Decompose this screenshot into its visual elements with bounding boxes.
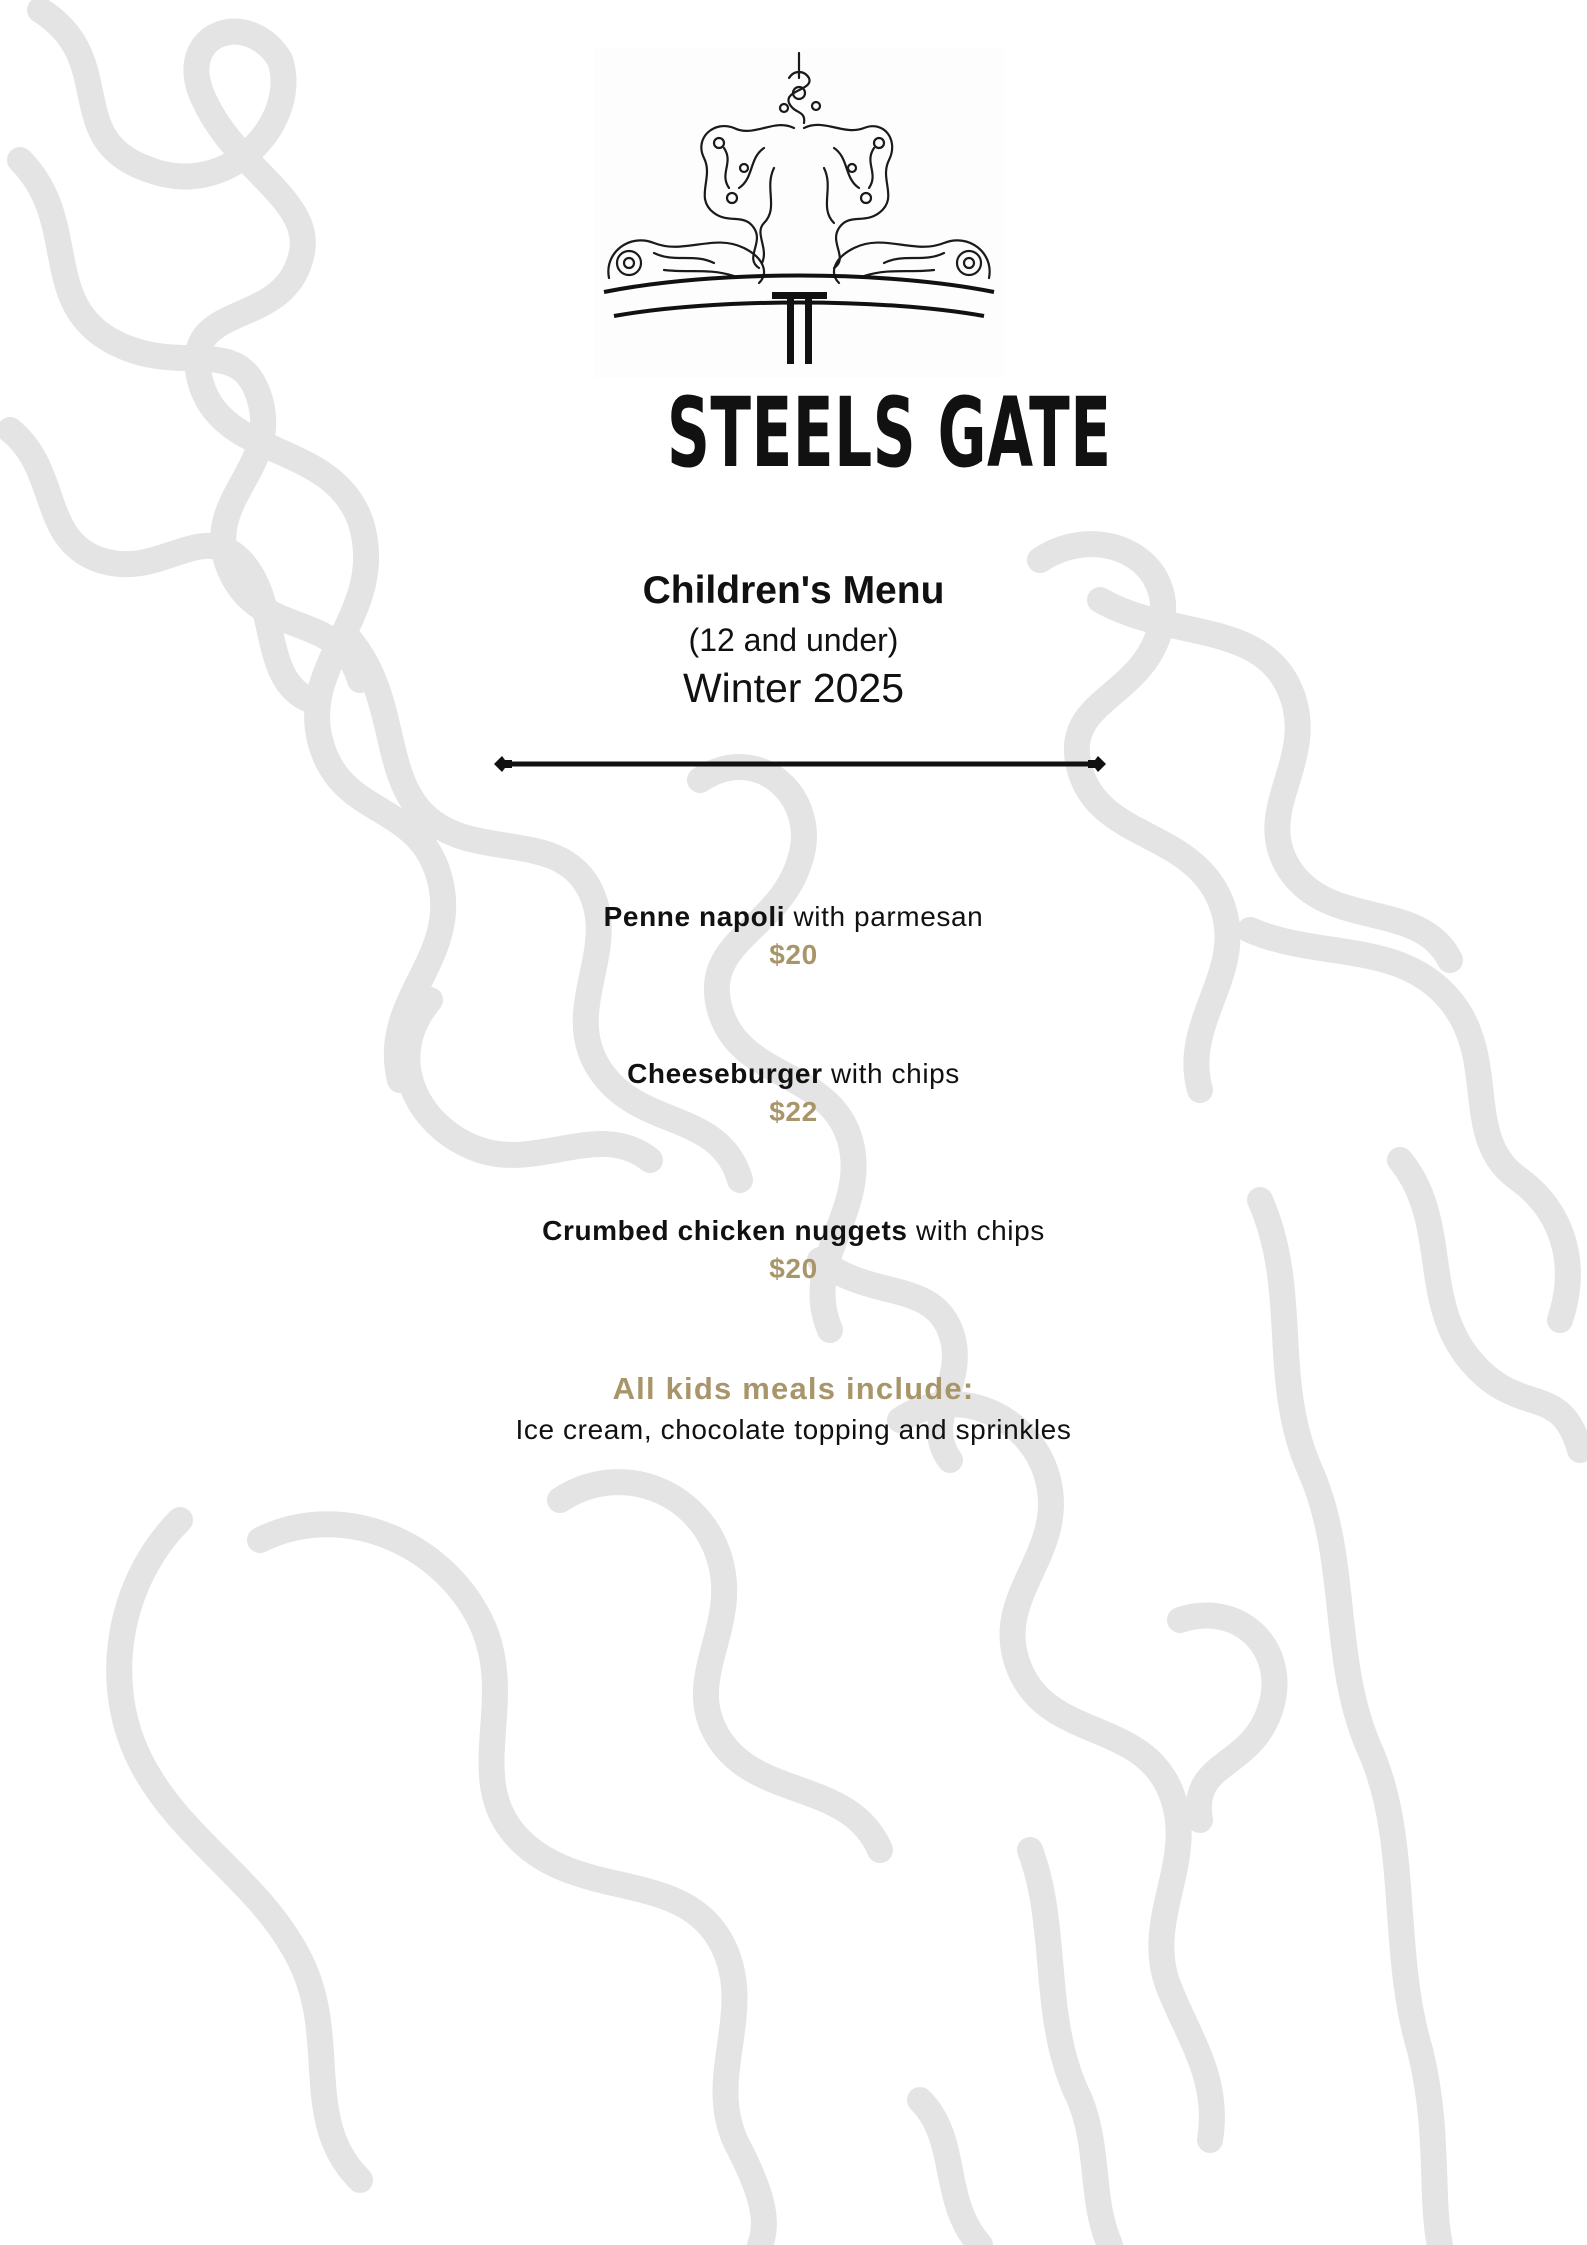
menu-item — [0, 1214, 1587, 1248]
menu-item-description: with chips — [830, 1058, 960, 1089]
menu-item-price: $20 — [769, 939, 818, 970]
menu-title: Children's Menu — [642, 569, 945, 612]
logo-wordmark: STEELS GATE — [666, 377, 1112, 489]
menu-item-description: with parmesan — [793, 901, 984, 932]
menu-item-name: Crumbed chicken nuggets — [542, 1215, 908, 1246]
menu-item-name: Cheeseburger — [627, 1058, 823, 1089]
menu-item — [0, 900, 1587, 934]
included-note-heading: All kids meals include: — [612, 1371, 975, 1406]
steels-gate-logo — [586, 48, 1112, 489]
included-note-body: Ice cream, chocolate topping and sprinkles — [515, 1414, 1072, 1445]
menu-item-description: with chips — [915, 1215, 1045, 1246]
ornamental-divider — [490, 750, 1110, 778]
menu-item-name: Penne napoli — [603, 901, 786, 932]
menu-item-price: $22 — [769, 1096, 818, 1127]
age-restriction: (12 and under) — [688, 622, 899, 658]
menu-season: Winter 2025 — [682, 665, 905, 711]
menu-item — [0, 1057, 1587, 1091]
gate-crest-illustration — [594, 48, 1004, 378]
menu-item-price: $20 — [769, 1253, 818, 1284]
